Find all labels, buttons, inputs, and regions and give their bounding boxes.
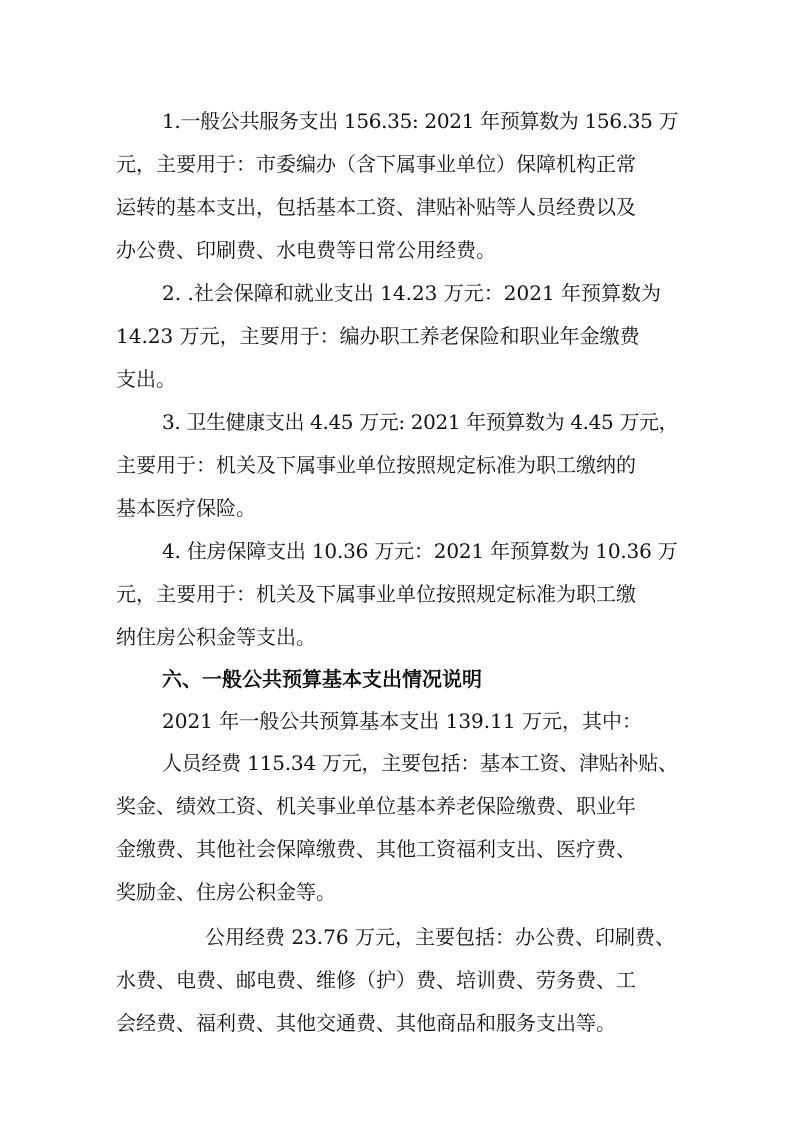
paragraph-4-line-3: 纳住房公积金等支出。 <box>116 625 316 649</box>
personnel-line-3: 金缴费、其他社会保障缴费、其他工资福利支出、医疗费、 <box>116 837 636 861</box>
public-line-3: 会经费、福利费、其他交通费、其他商品和服务支出等。 <box>116 1011 616 1035</box>
paragraph-2-line-1: 2. .社会保障和就业支出 14.23 万元：2021 年预算数为 <box>162 281 662 305</box>
paragraph-2-line-3: 支出。 <box>116 367 176 391</box>
paragraph-1-line-1: 1.一般公共服务支出 156.35: 2021 年预算数为 156.35 万 <box>162 109 678 133</box>
personnel-line-2: 奖金、绩效工资、机关事业单位基本养老保险缴费、职业年 <box>116 794 636 818</box>
section-heading: 六、一般公共预算基本支出情况说明 <box>162 667 482 691</box>
personnel-line-4: 奖励金、住房公积金等。 <box>116 880 336 904</box>
summary-line: 2021 年一般公共预算基本支出 139.11 万元，其中： <box>162 709 642 733</box>
paragraph-3-line-1: 3. 卫生健康支出 4.45 万元: 2021 年预算数为 4.45 万元， <box>162 410 678 434</box>
paragraph-3-line-2: 主要用于：机关及下属事业单位按照规定标准为职工缴纳的 <box>116 453 636 477</box>
paragraph-1-line-2: 元，主要用于：市委编办（含下属事业单位）保障机构正常 <box>116 152 636 176</box>
paragraph-1-line-3: 运转的基本支出，包括基本工资、津贴补贴等人员经费以及 <box>116 195 636 219</box>
paragraph-2-line-2: 14.23 万元，主要用于：编办职工养老保险和职业年金缴费 <box>116 324 640 348</box>
paragraph-3-line-3: 基本医疗保险。 <box>116 496 256 520</box>
personnel-line-1: 人员经费 115.34 万元，主要包括：基本工资、津贴补贴、 <box>162 751 678 775</box>
public-line-2: 水费、电费、邮电费、维修（护）费、培训费、劳务费、工 <box>116 968 636 992</box>
public-line-1: 公用经费 23.76 万元，主要包括：办公费、印刷费、 <box>205 925 675 949</box>
paragraph-1-line-4: 办公费、印刷费、水电费等日常公用经费。 <box>116 238 496 262</box>
paragraph-4-line-1: 4. 住房保障支出 10.36 万元：2021 年预算数为 10.36 万 <box>162 539 678 563</box>
paragraph-4-line-2: 元，主要用于：机关及下属事业单位按照规定标准为职工缴 <box>116 582 636 606</box>
